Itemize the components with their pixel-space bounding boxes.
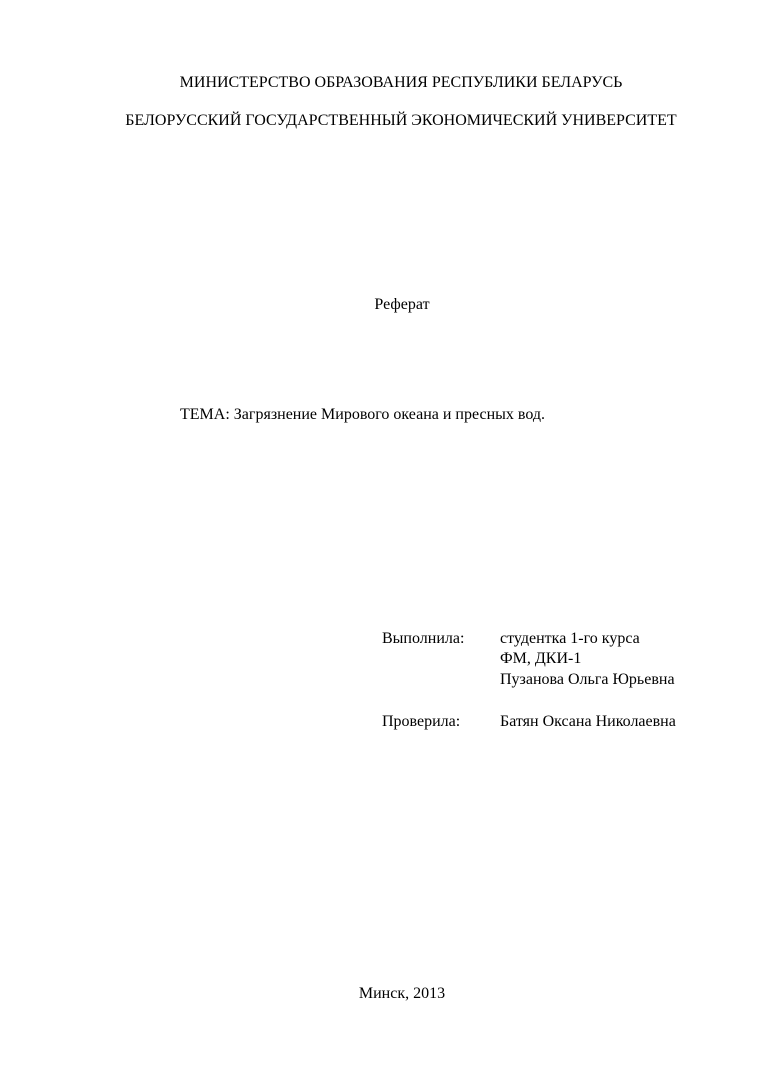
performed-course: студентка 1-го курса [500, 630, 640, 647]
document-type: Реферат [374, 296, 430, 313]
checked-name: Батян Оксана Николаевна [500, 713, 676, 730]
ministry-heading: МИНИСТЕРСТВО ОБРАЗОВАНИЯ РЕСПУБЛИКИ БЕЛАРУСЬ [179, 74, 623, 91]
city-year: Минск, 2013 [358, 985, 446, 1002]
performed-label: Выполнила: [382, 630, 465, 647]
checked-label: Проверила: [382, 713, 461, 730]
performed-name: Пузанова Ольга Юрьевна [500, 671, 675, 688]
university-heading: БЕЛОРУССКИЙ ГОСУДАРСТВЕННЫЙ ЭКОНОМИЧЕСКИЙ УНИВЕРСИТЕТ [125, 112, 677, 129]
topic-line: ТЕМА: Загрязнение Мирового океана и пресных вод. [180, 406, 546, 423]
performed-group: ФМ, ДКИ-1 [500, 650, 582, 667]
